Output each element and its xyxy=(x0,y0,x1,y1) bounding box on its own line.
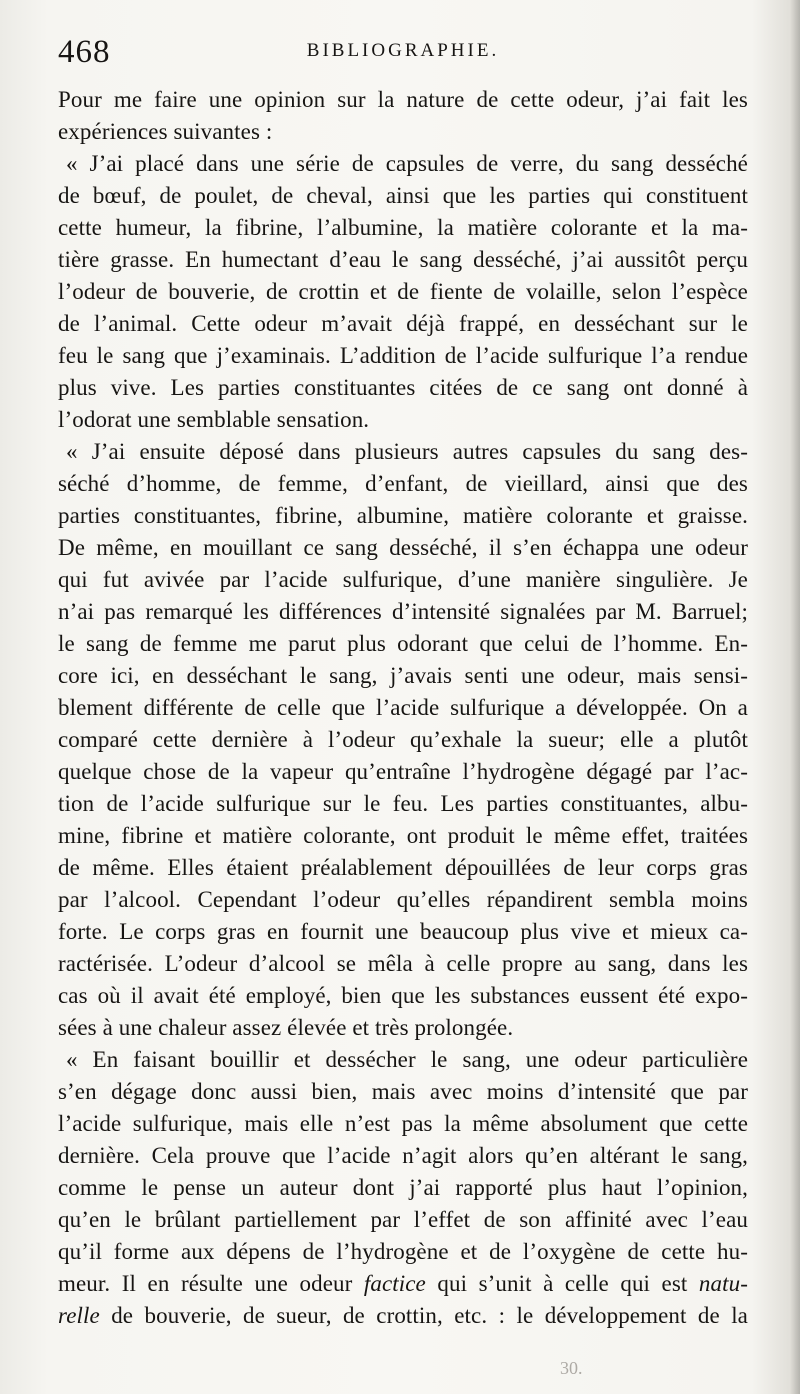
text-line: core ici, en desséchant le sang, j’avais senti une odeur, mais sensi- xyxy=(58,663,748,688)
text-line: De même, en mouillant ce sang desséché, il s’en échappa une odeur xyxy=(58,535,748,560)
text-line: forte. Le corps gras en fournit une beaucoup plus vive et mieux ca- xyxy=(58,919,748,944)
text-line: quelque chose de la vapeur qu’entraîne l’hydrogène dégagé par l’ac- xyxy=(58,759,748,784)
text-line: meur. Il en résulte une odeur factice qui s’unit à celle qui est natu- xyxy=(58,1271,748,1296)
text-line: mine, fibrine et matière colorante, ont produit le même effet, traitées xyxy=(58,823,748,848)
text-line: cas où il avait été employé, bien que les substances eussent été expo- xyxy=(58,983,748,1008)
text-line: Pour me faire une opinion sur la nature de cette odeur, j’ai fait les xyxy=(58,87,748,112)
text-line: qu’il forme aux dépens de l’hydrogène et de l’oxygène de cette hu- xyxy=(58,1239,748,1264)
text-line: de l’animal. Cette odeur m’avait déjà frappé, en desséchant sur le xyxy=(58,311,748,336)
text-line: sées à une chaleur assez élevée et très prolongée. xyxy=(58,1015,514,1040)
text-line: tière grasse. En humectant d’eau le sang desséché, j’ai aussitôt perçu xyxy=(58,247,748,272)
text-line: n’ai pas remarqué les différences d’intensité signalées par M. Barruel; xyxy=(58,599,748,624)
text-line: blement différente de celle que l’acide sulfurique a développée. On a xyxy=(58,695,748,720)
text-line: l’odorat une semblable sensation. xyxy=(58,407,370,432)
text-line: le sang de femme me parut plus odorant que celui de l’homme. En- xyxy=(58,631,748,656)
text-line: séché d’homme, de femme, d’enfant, de vieillard, ainsi que des xyxy=(58,471,748,496)
text-line: relle de bouverie, de sueur, de crottin, etc. : le développement de la xyxy=(58,1303,748,1328)
text-line: qui fut avivée par l’acide sulfurique, d’une manière singulière. Je xyxy=(58,567,748,592)
text-line: cette humeur, la fibrine, l’albumine, la matière colorante et la ma- xyxy=(58,215,748,240)
page-gutter-shadow xyxy=(790,0,800,1394)
text-line: tion de l’acide sulfurique sur le feu. Les parties constituantes, albu- xyxy=(58,791,748,816)
text-line: dernière. Cela prouve que l’acide n’agit alors qu’en altérant le sang, xyxy=(58,1143,748,1168)
text-line: qu’en le brûlant partiellement par l’effet de son affinité avec l’eau xyxy=(58,1207,748,1232)
page-header xyxy=(58,30,748,74)
text-line: l’acide sulfurique, mais elle n’est pas la même absolument que cette xyxy=(58,1111,748,1136)
text-line: plus vive. Les parties constituantes citées de ce sang ont donné à xyxy=(58,375,748,400)
text-line: « J’ai placé dans une série de capsules de verre, du sang desséché xyxy=(66,151,748,176)
text-line: de même. Elles étaient préalablement dépouillées de leur corps gras xyxy=(58,855,748,880)
page-number: 468 xyxy=(58,34,111,70)
text-line: « En faisant bouillir et dessécher le sang, une odeur particulière xyxy=(66,1047,748,1072)
text-line: expériences suivantes : xyxy=(58,119,273,144)
signature-mark: 30. xyxy=(560,1358,583,1378)
text-line: comparé cette dernière à l’odeur qu’exhale la sueur; elle a plutôt xyxy=(58,727,748,752)
text-line: comme le pense un auteur dont j’ai rapporté plus haut l’opinion, xyxy=(58,1175,748,1200)
text-line: « J’ai ensuite déposé dans plusieurs autres capsules du sang des- xyxy=(66,439,748,464)
text-line: l’odeur de bouverie, de crottin et de fiente de volaille, selon l’espèce xyxy=(58,279,748,304)
body-text xyxy=(58,84,748,1332)
text-line: de bœuf, de poulet, de cheval, ainsi que les parties qui constituent xyxy=(58,183,748,208)
text-line: feu le sang que j’examinais. L’addition de l’acide sulfurique l’a rendue xyxy=(58,343,748,368)
text-line: s’en dégage donc aussi bien, mais avec moins d’intensité que par xyxy=(58,1079,748,1104)
text-line: parties constituantes, fibrine, albumine, matière colorante et graisse. xyxy=(58,503,748,528)
text-line: par l’alcool. Cependant l’odeur qu’elles répandirent sembla moins xyxy=(58,887,748,912)
running-title: BIBLIOGRAPHIE. xyxy=(306,40,500,61)
text-line: ractérisée. L’odeur d’alcool se mêla à celle propre au sang, dans les xyxy=(58,951,748,976)
